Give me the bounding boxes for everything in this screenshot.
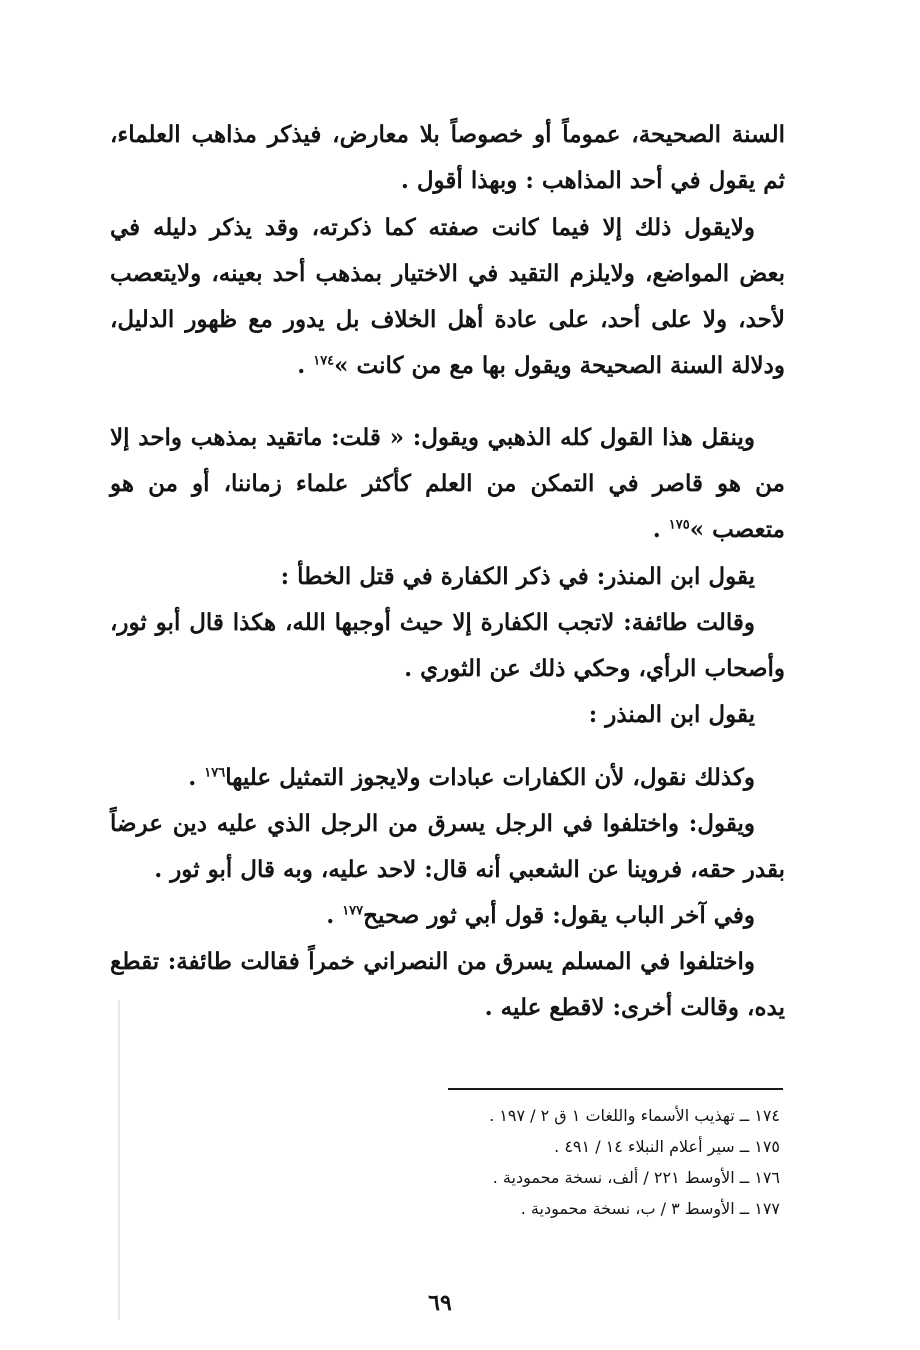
paragraph: واختلفوا في المسلم يسرق من النصراني خمراً فقالت طائفة: تقطع يده، وقالت أخرى: لاقطع عليه . <box>110 948 785 1021</box>
footnote-ref: ١٧٧ <box>342 903 364 919</box>
paragraph-group-5 <box>110 755 785 1031</box>
paragraph: ويقول: واختلفوا في الرجل يسرق من الرجل الذي عليه دين عرضاً بقدر حقه، فروينا عن الشعبي أنه قال: لاحد عليه، وبه قال أبو ثور . <box>110 810 785 883</box>
paragraph: يقول ابن المنذر: في ذكر الكفارة في قتل الخطأ : <box>280 563 755 590</box>
footnotes <box>420 1100 780 1224</box>
footnote-separator <box>448 1088 783 1090</box>
footnote-item: ١٧٥ ــ سير أعلام النبلاء ١٤ / ٤٩١ . <box>554 1137 780 1156</box>
margin-dotted-line <box>118 1000 120 1320</box>
footnote-ref: ١٧٤ <box>313 353 335 369</box>
footnote-item: ١٧٦ ــ الأوسط ٢٢١ / ألف، نسخة محمودية . <box>492 1168 780 1187</box>
page-number: ٦٩ <box>428 1290 452 1316</box>
footnote-ref: ١٧٥ <box>668 517 690 533</box>
paragraph: وقالت طائفة: لاتجب الكفارة إلا حيث أوجبها الله، هكذا قال أبو ثور، وأصحاب الرأي، وحكي ذلك عن الثوري . <box>110 609 785 682</box>
footnote-item: ١٧٧ ــ الأوسط ٣ / ب، نسخة محمودية . <box>520 1199 780 1218</box>
paragraph-group-2 <box>110 205 785 389</box>
paragraph: وينقل هذا القول كله الذهبي ويقول: « قلت: ماتقيد بمذهب واحد إلا من هو قاصر في التمكن من العلم كأكثر علماء زماننا، أو من هو متعصب »$^{١٧٥}$ . <box>110 424 785 543</box>
paragraph-group-3 <box>110 415 785 553</box>
paragraph: وكذلك نقول، لأن الكفارات عبادات ولايجوز التمثيل عليها$^{١٧٦}$ . <box>188 764 755 791</box>
paragraph: وفي آخر الباب يقول: قول أبي ثور صحيح$^{١٧٧}$ . <box>326 902 755 929</box>
paragraph-group-1 <box>110 112 785 204</box>
paragraph: السنة الصحيحة، عموماً أو خصوصاً بلا معارض، فيذكر مذاهب العلماء، ثم يقول في أحد المذاهب : وبهذا أقول . <box>110 121 785 194</box>
footnote-item: ١٧٤ ــ تهذيب الأسماء واللغات ١ ق ٢ / ١٩٧ . <box>489 1106 780 1125</box>
paragraph: يقول ابن المنذر : <box>588 701 755 728</box>
footnote-ref: ١٧٦ <box>204 765 226 781</box>
paragraph: ولايقول ذلك إلا فيما كانت صفته كما ذكرته، وقد يذكر دليله في بعض المواضع، ولايلزم التقيد في الاختيار بمذهب أحد بعينه، ولايتعصب لأحد، ولا على أحد، على عادة أهل الخلاف بل يدور مع ظهور الدليل، ودلالة السنة الصحيحة ويقول بها مع من كانت »$^{١٧٤}$ . <box>110 214 785 379</box>
paragraph-group-4 <box>110 554 785 738</box>
